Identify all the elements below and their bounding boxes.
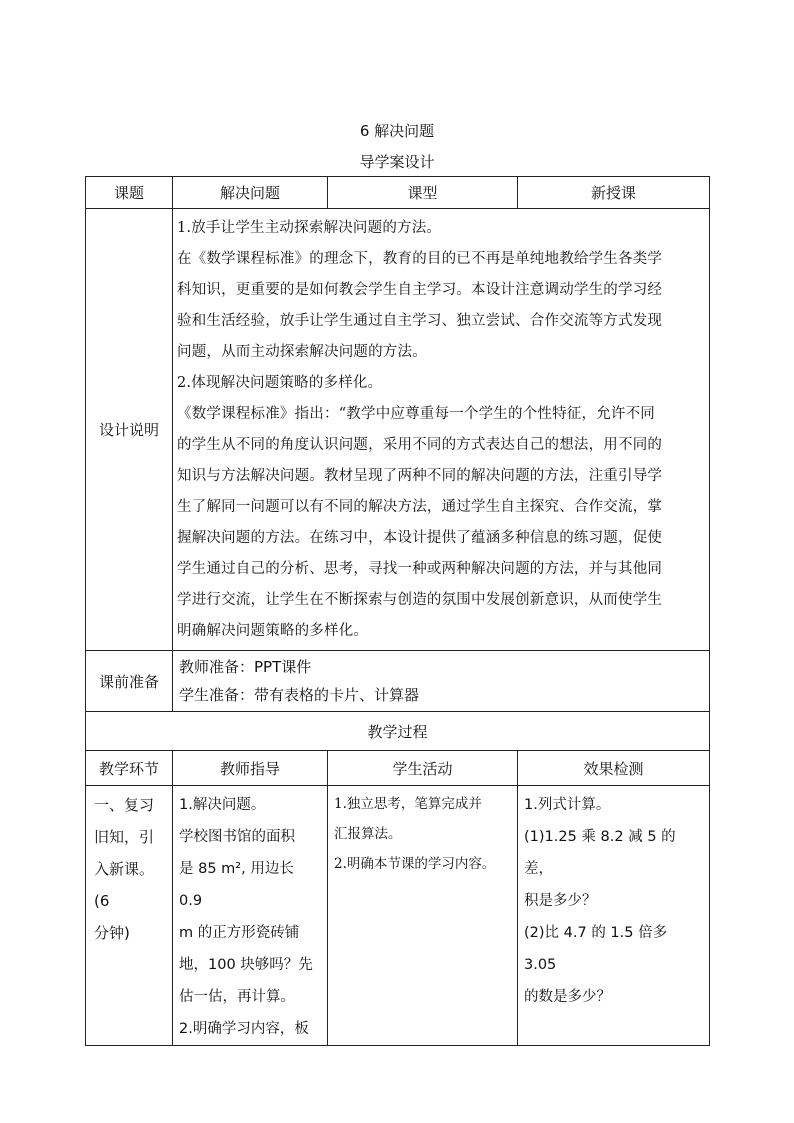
teacher-line: 估一估，再计算。 — [179, 989, 295, 1005]
student-cell — [328, 786, 518, 1046]
student-line: 汇报算法。 — [334, 826, 402, 842]
teacher-prep: 教师准备：PPT课件 — [179, 658, 312, 676]
process-title-row — [86, 712, 710, 751]
topic-value: 解决问题 — [173, 177, 328, 209]
teacher-line: 2.明确学习内容，板 — [179, 1021, 309, 1037]
design-line: 《数学课程标准》指出：“教学中应尊重每一个学生的个性特征，允许不同 — [177, 406, 656, 422]
design-line: 学进行交流，让学生在不断探索与创造的氛围中发展创新意识，从而使学生 — [177, 592, 663, 608]
design-row — [86, 209, 710, 651]
stage-cell — [86, 786, 173, 1046]
design-label: 设计说明 — [86, 209, 173, 651]
type-label: 课型 — [328, 177, 518, 209]
design-line: 问题，从而主动探索解决问题的方法。 — [177, 344, 427, 360]
stage-line: 入新课。(6 — [94, 860, 155, 910]
prep-row — [86, 651, 710, 712]
effect-line: 的数是多少？ — [524, 989, 611, 1005]
stage-line: 分钟) — [94, 924, 130, 942]
col-student: 学生活动 — [328, 751, 518, 786]
design-line: 的学生从不同的角度认识问题，采用不同的方式表达自己的想法，用不同的 — [177, 437, 663, 453]
design-line: 学生通过自己的分析、思考，寻找一种或两种解决问题的方法，并与其他同 — [177, 561, 663, 577]
effect-line: 积是多少？ — [524, 893, 597, 909]
header-row — [86, 177, 710, 209]
process-row-1 — [86, 786, 710, 1046]
teacher-line: 学校图书馆的面积 — [179, 829, 295, 845]
teacher-line: m 的正方形瓷砖铺 — [179, 925, 300, 941]
effect-line: (2)比 4.7 的 1.5 倍多 3.05 — [524, 925, 668, 973]
stage-line: 一、复习 — [94, 796, 155, 814]
prep-content — [173, 651, 710, 712]
design-line: 1.放手让学生主动探索解决问题的方法。 — [177, 220, 442, 236]
design-line: 明确解决问题策略的多样化。 — [177, 623, 369, 639]
col-stage: 教学环节 — [86, 751, 173, 786]
student-prep: 学生准备：带有表格的卡片、计算器 — [179, 686, 420, 704]
type-value: 新授课 — [518, 177, 710, 209]
col-teacher: 教师指导 — [173, 751, 328, 786]
design-line: 验和生活经验，放手让学生通过自主学习、独立尝试、合作交流等方式发现 — [177, 313, 663, 329]
design-line: 2.体现解决问题策略的多样化。 — [177, 375, 383, 391]
effect-cell — [518, 786, 710, 1046]
process-title: 教学过程 — [86, 712, 710, 751]
design-line: 知识与方法解决问题。教材呈现了两种不同的解决问题的方法，注重引导学 — [177, 468, 663, 484]
document-subtitle: 导学案设计 — [359, 153, 435, 171]
effect-line: (1)1.25 乘 8.2 减 5 的差， — [524, 829, 676, 877]
student-line: 1.独立思考，笔算完成并 — [334, 796, 482, 812]
teacher-line: 是 85 m², 用边长 0.9 — [179, 861, 294, 909]
design-line: 握解决问题的方法。在练习中，本设计提供了蕴涵多种信息的练习题，促使 — [177, 530, 663, 546]
document-title: 6 解决问题 — [359, 122, 435, 140]
design-line: 生了解同一问题可以有不同的解决方法，通过学生自主探究、合作交流，掌 — [177, 499, 663, 515]
prep-label: 课前准备 — [86, 651, 173, 712]
effect-line: 1.列式计算。 — [524, 797, 611, 813]
design-line: 科知识，更重要的是如何教会学生自主学习。本设计注意调动学生的学习经 — [177, 282, 663, 298]
process-columns-row — [86, 751, 710, 786]
lesson-plan-table — [85, 176, 710, 1046]
col-effect: 效果检测 — [518, 751, 710, 786]
teacher-line: 地，100 块够吗？先 — [179, 957, 313, 973]
teacher-line: 1.解决问题。 — [179, 797, 266, 813]
topic-label: 课题 — [86, 177, 173, 209]
design-line: 在《数学课程标准》的理念下，教育的目的已不再是单纯地教给学生各类学 — [177, 251, 663, 267]
design-content — [173, 209, 710, 651]
stage-line: 旧知，引 — [94, 828, 155, 846]
teacher-cell — [173, 786, 328, 1046]
student-line: 2.明确本节课的学习内容。 — [334, 856, 496, 872]
